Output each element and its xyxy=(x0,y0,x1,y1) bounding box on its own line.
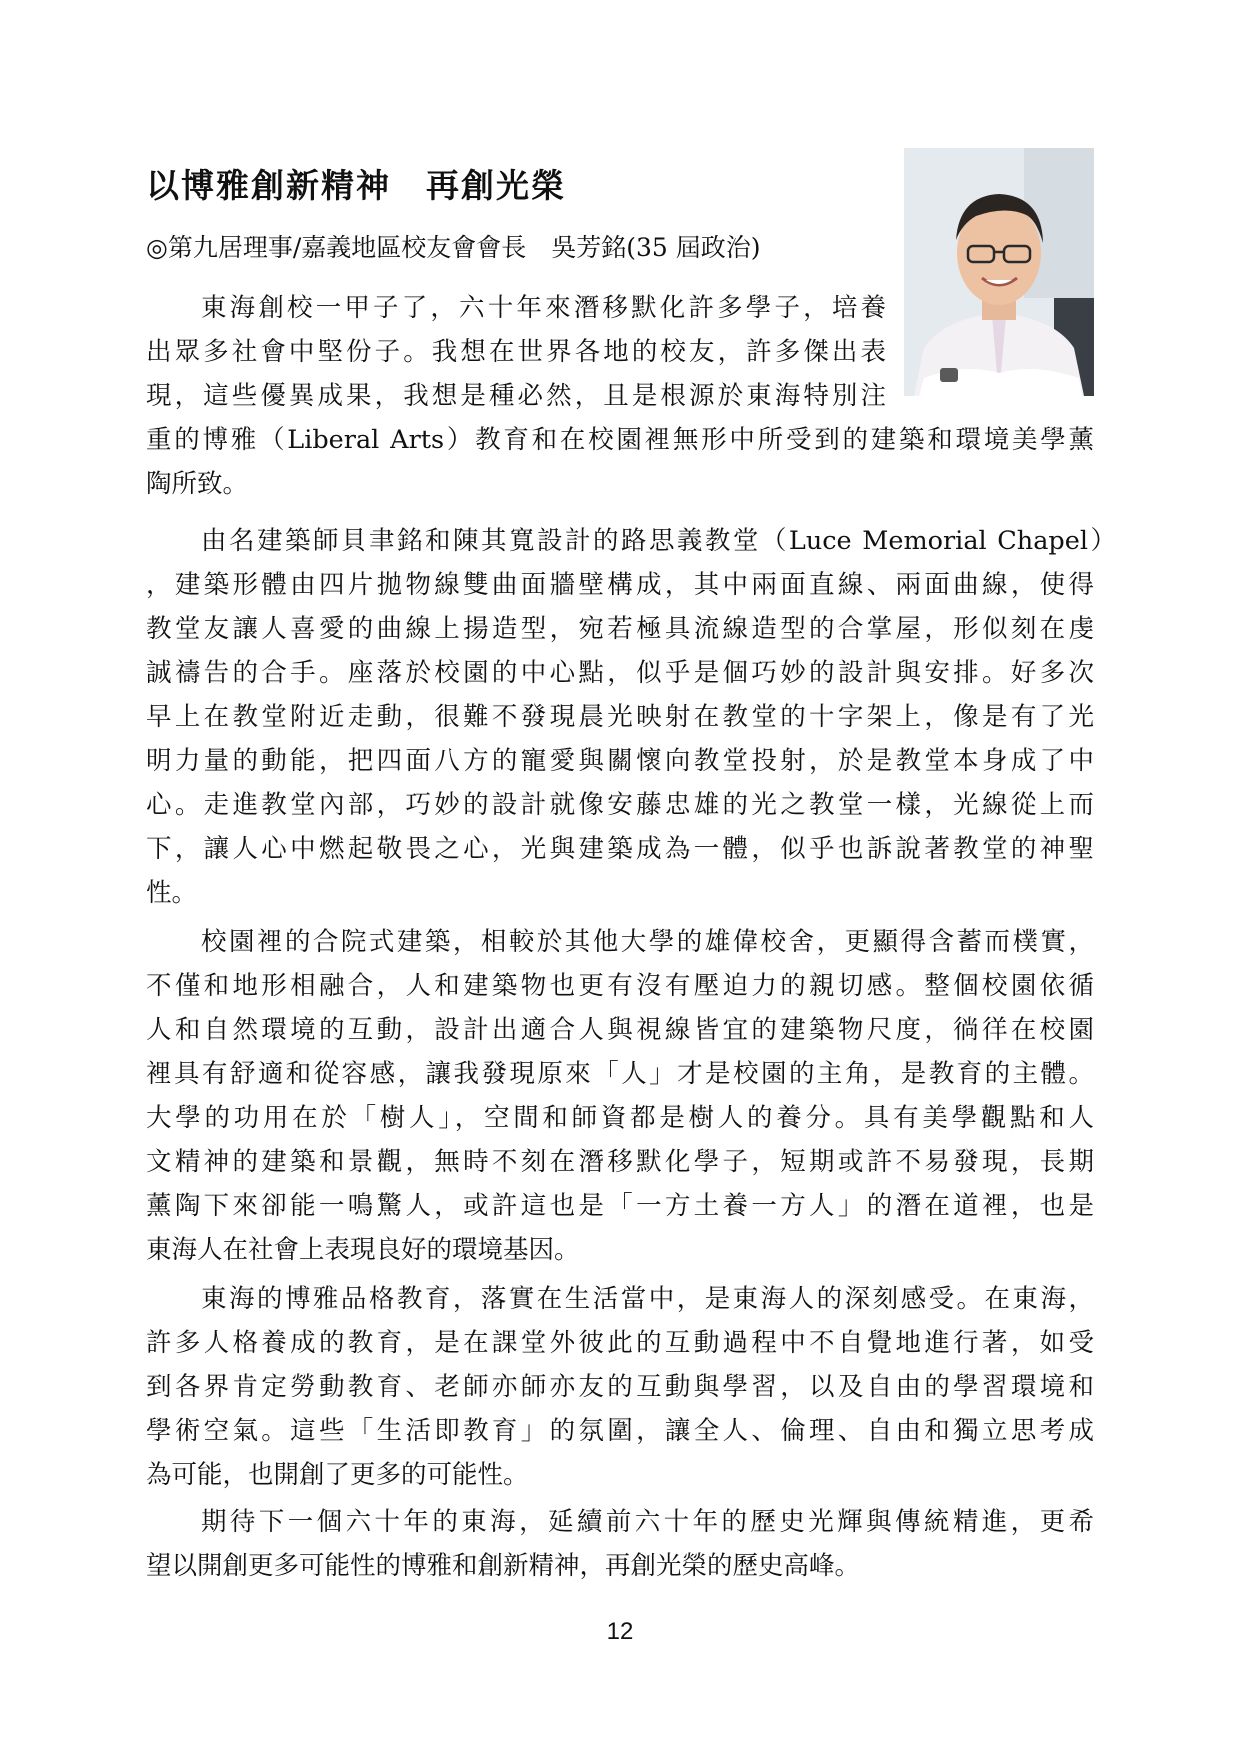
paragraph-line: 文精神的建築和景觀，無時不刻在潛移默化學子，短期或許不易發現，長期 xyxy=(146,1147,1094,1177)
paragraph-line: 許多人格養成的教育，是在課堂外彼此的互動過程中不自覺地進行著，如受 xyxy=(146,1328,1094,1358)
paragraph-line: 不僅和地形相融合，人和建築物也更有沒有壓迫力的親切感。整個校園依循 xyxy=(146,971,1094,1001)
paragraph-1-continued xyxy=(146,418,1094,506)
portrait-illustration xyxy=(904,148,1094,396)
paragraph-line: 性。 xyxy=(146,878,198,908)
paragraph-line: 裡具有舒適和從容感，讓我發現原來「人」才是校園的主角，是教育的主體。 xyxy=(146,1059,1094,1089)
paragraph-line: 心。走進教堂內部，巧妙的設計就像安藤忠雄的光之教堂一樣，光線從上而 xyxy=(146,790,1094,820)
paragraph-line: 由名建築師貝聿銘和陳其寬設計的路思義教堂（Luce Memorial Chapel） xyxy=(201,526,1116,556)
paragraph-line: 學術空氣。這些「生活即教育」的氛圍，讓全人、倫理、自由和獨立思考成 xyxy=(146,1416,1094,1446)
paragraph-line: 薰陶下來卻能一鳴驚人，或許這也是「一方土養一方人」的潛在道裡，也是 xyxy=(146,1191,1094,1221)
paragraph-line: 為可能，也開創了更多的可能性。 xyxy=(146,1460,529,1490)
paragraph-line: 明力量的動能，把四面八方的寵愛與關懷向教堂投射，於是教堂本身成了中 xyxy=(146,746,1094,776)
paragraph-4 xyxy=(146,1277,1094,1497)
paragraph-line: 出眾多社會中堅份子。我想在世界各地的校友，許多傑出表 xyxy=(146,337,886,367)
paragraph-5 xyxy=(146,1500,1094,1588)
author-photo xyxy=(904,148,1094,396)
paragraph-3 xyxy=(146,920,1094,1272)
page-number: 12 xyxy=(606,1618,634,1645)
author-line: ◎第九居理事/嘉義地區校友會會長 吳芳銘(35 屆政治) xyxy=(146,233,761,262)
paragraph-line: 早上在教堂附近走動，很難不發現晨光映射在教堂的十字架上，像是有了光 xyxy=(146,702,1094,732)
paragraph-line: 東海的博雅品格教育，落實在生活當中，是東海人的深刻感受。在東海， xyxy=(201,1284,1094,1314)
paragraph-line: 誠禱告的合手。座落於校園的中心點，似乎是個巧妙的設計與安排。好多次 xyxy=(146,658,1094,688)
paragraph-line: 望以開創更多可能性的博雅和創新精神，再創光榮的歷史高峰。 xyxy=(146,1551,861,1581)
paragraph-line: 人和自然環境的互動，設計出適合人與視線皆宜的建築物尺度，徜徉在校園 xyxy=(146,1015,1094,1045)
paragraph-line: 陶所致。 xyxy=(146,469,249,499)
paragraph-line: 重的博雅（Liberal Arts）教育和在校園裡無形中所受到的建築和環境美學薰 xyxy=(146,425,1094,455)
paragraph-line: 大學的功用在於「樹人」，空間和師資都是樹人的養分。具有美學觀點和人 xyxy=(146,1103,1094,1133)
paragraph-line: 教堂友讓人喜愛的曲線上揚造型，宛若極具流線造型的合掌屋，形似刻在虔 xyxy=(146,614,1094,644)
paragraph-line: 到各界肯定勞動教育、老師亦師亦友的互動與學習，以及自由的學習環境和 xyxy=(146,1372,1094,1402)
paragraph-1 xyxy=(146,286,886,418)
paragraph-line: 校園裡的合院式建築，相較於其他大學的雄偉校舍，更顯得含蓄而樸實， xyxy=(201,927,1094,957)
paragraph-line: 下，讓人心中燃起敬畏之心，光與建築成為一體，似乎也訴說著教堂的神聖 xyxy=(146,834,1094,864)
paragraph-line: 東海創校一甲子了，六十年來潛移默化許多學子，培養 xyxy=(201,293,886,323)
paragraph-line: 現，這些優異成果，我想是種必然，且是根源於東海特別注 xyxy=(146,381,886,411)
paragraph-2-continued xyxy=(146,563,1094,915)
paragraph-line: ，建築形體由四片拋物線雙曲面牆壁構成，其中兩面直線、兩面曲線，使得 xyxy=(146,570,1094,600)
paragraph-line: 東海人在社會上表現良好的環境基因。 xyxy=(146,1235,580,1265)
paragraph-line: 期待下一個六十年的東海，延續前六十年的歷史光輝與傳統精進，更希 xyxy=(201,1507,1094,1537)
paragraph-2 xyxy=(146,519,1116,563)
article-title: 以博雅創新精神 再創光榮 xyxy=(146,166,566,205)
